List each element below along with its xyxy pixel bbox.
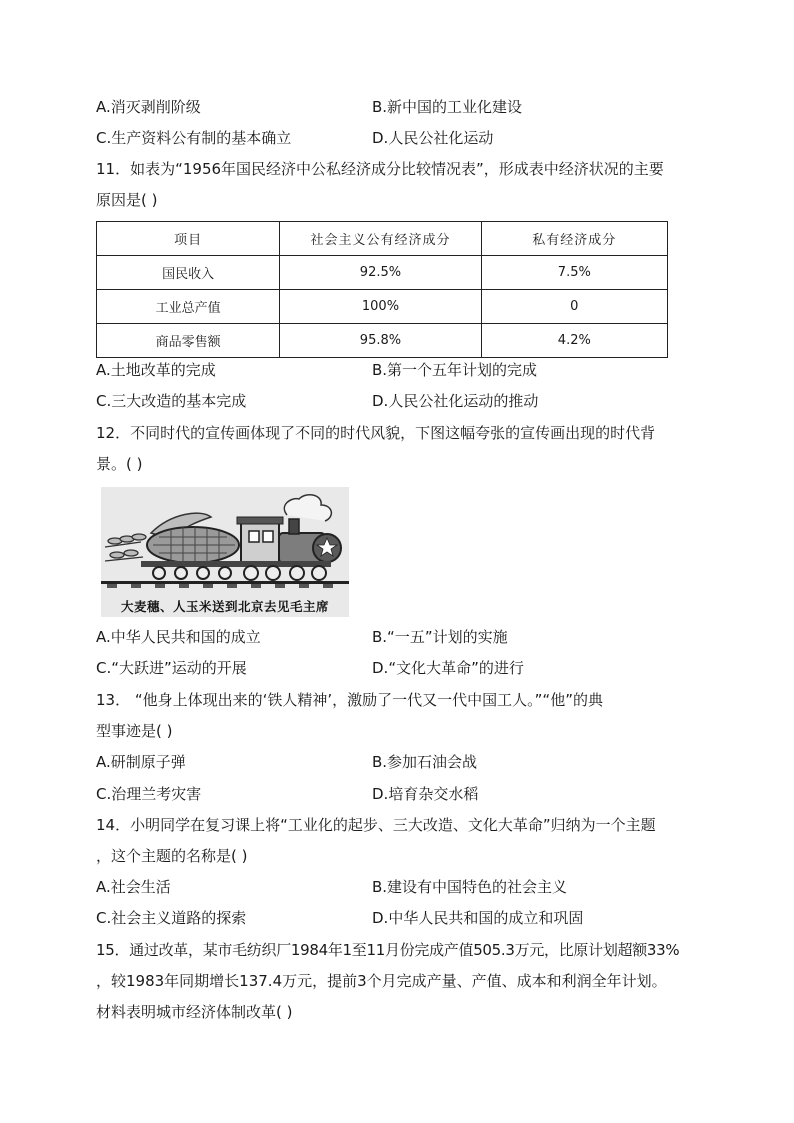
q11-option-b: B.第一个五年计划的完成 (372, 361, 538, 379)
q12-stem-line1: 12．不同时代的宣传画体现了不同的时代风貌，下图这幅夸张的宣传画出现的时代背 (96, 424, 656, 442)
q11-stem-line2: 原因是( ) (96, 191, 158, 209)
q11-stem-line1: 11．如表为“1956年国民经济中公私经济成分比较情况表”，形成表中经济状况的主要 (96, 160, 664, 178)
q14-option-a: A.社会生活 (96, 878, 171, 896)
q14-stem-line2: ，这个主题的名称是( ) (96, 847, 248, 865)
table-row (97, 256, 668, 290)
poster-caption: 大麦穗、人玉米送到北京去见毛主席 (120, 599, 329, 614)
q12-option-b: B.“一五”计划的实施 (372, 628, 508, 646)
table-cell: 商品零售额 (97, 324, 280, 358)
table-header-cell: 社会主义公有经济成分 (280, 222, 481, 256)
q13-option-d: D.培育杂交水稻 (372, 785, 479, 803)
propaganda-poster-image (101, 487, 349, 617)
table-cell: 100% (280, 290, 481, 324)
q13-stem-line2: 型事迹是( ) (96, 722, 173, 740)
q12-stem-line2: 景。( ) (96, 455, 143, 473)
table-header-row (97, 222, 668, 256)
table-row (97, 290, 668, 324)
q15-stem-line2: ，较1983年同期增长137.4万元，提前3个月完成产量、产值、成本和利润全年计划。 (96, 972, 667, 990)
q10-option-b: B.新中国的工业化建设 (372, 98, 523, 116)
q13-option-b: B.参加石油会战 (372, 753, 478, 771)
table-header-cell: 私有经济成分 (481, 222, 667, 256)
q10-option-a: A.消灭剥削阶级 (96, 98, 201, 116)
table-cell: 0 (481, 290, 667, 324)
q11-option-d: D.人民公社化运动的推动 (372, 392, 539, 410)
economy-comparison-table (96, 221, 668, 358)
q10-option-c: C.生产资料公有制的基本确立 (96, 129, 292, 147)
table-cell: 92.5% (280, 256, 481, 290)
q14-stem-line1: 14．小明同学在复习课上将“工业化的起步、三大改造、文化大革命”归纳为一个主题 (96, 816, 656, 834)
poster-illustration (101, 487, 349, 599)
q12-option-a: A.中华人民共和国的成立 (96, 628, 261, 646)
q14-option-b: B.建设有中国特色的社会主义 (372, 878, 568, 896)
q14-option-c: C.社会主义道路的探索 (96, 909, 247, 927)
table-cell: 工业总产值 (97, 290, 280, 324)
table-header-cell: 项目 (97, 222, 280, 256)
q11-option-a: A.土地改革的完成 (96, 361, 216, 379)
table-cell: 95.8% (280, 324, 481, 358)
q13-stem-line1: 13． “他身上体现出来的‘铁人精神’，激励了一代又一代中国工人。”“他”的典 (96, 691, 603, 709)
q13-option-c: C.治理兰考灾害 (96, 785, 202, 803)
q15-stem-line1: 15．通过改革，某市毛纺织厂1984年1至11月份完成产值505.3万元，比原计划超额33% (96, 941, 680, 959)
q12-option-c: C.“大跃进”运动的开展 (96, 659, 247, 677)
table-row (97, 324, 668, 358)
table-cell: 7.5% (481, 256, 667, 290)
table-cell: 4.2% (481, 324, 667, 358)
table-cell: 国民收入 (97, 256, 280, 290)
q10-option-d: D.人民公社化运动 (372, 129, 494, 147)
q15-stem-line3: 材料表明城市经济体制改革( ) (96, 1003, 293, 1021)
q13-option-a: A.研制原子弹 (96, 753, 186, 771)
q11-option-c: C.三大改造的基本完成 (96, 392, 247, 410)
q14-option-d: D.中华人民共和国的成立和巩固 (372, 909, 584, 927)
q12-option-d: D.“文化大革命”的进行 (372, 659, 524, 677)
